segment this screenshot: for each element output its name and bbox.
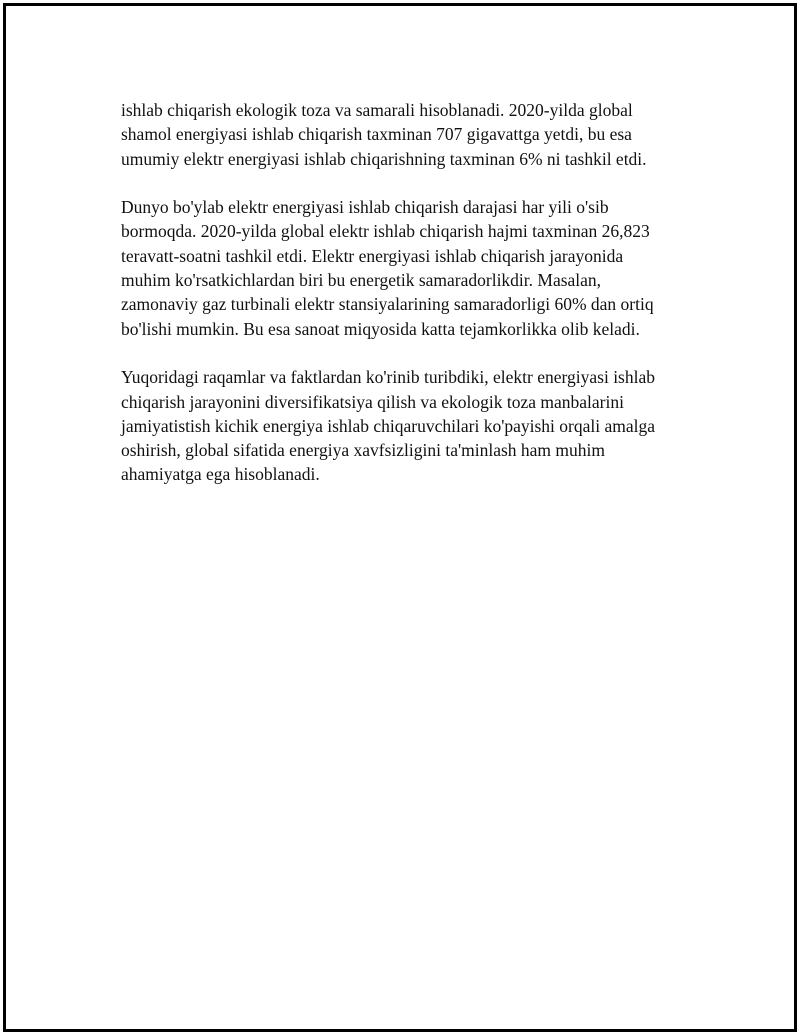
paragraph-line: Yuqoridagi raqamlar va faktlardan ko'rinib turibdiki, elektr energiyasi ishlab — [121, 367, 655, 388]
paragraph-line: bo'lishi mumkin. Bu esa sanoat miqyosida katta tejamkorlikka olib keladi. — [121, 318, 640, 339]
paragraph-line: muhim ko'rsatkichlardan biri bu energetik samaradorlikdir. Masalan, — [121, 270, 602, 291]
page-frame — [3, 3, 797, 1032]
paragraph-line: chiqarish jarayonini diversifikatsiya qilish va ekologik toza manbalarini — [121, 391, 624, 412]
paragraph-1 — [121, 98, 701, 171]
paragraph-line: jamiyatistish kichik energiya ishlab chiqaruvchilari ko'payishi orqali amalga — [121, 415, 656, 436]
paragraph-line: umumiy elektr energiyasi ishlab chiqarishning taxminan 6% ni tashkil etdi. — [121, 148, 647, 169]
paragraph-line: bormoqda. 2020-yilda global elektr ishlab chiqarish hajmi taxminan 26,823 — [121, 221, 650, 242]
paragraph-line: shamol energiyasi ishlab chiqarish taxminan 707 gigavattga yetdi, bu esa — [121, 124, 632, 145]
paragraph-3 — [121, 365, 701, 486]
paragraph-line: teravatt-soatni tashkil etdi. Elektr energiyasi ishlab chiqarish jarayonida — [121, 245, 624, 266]
document-body — [121, 98, 701, 511]
paragraph-2 — [121, 195, 701, 341]
paragraph-line: Dunyo bo'ylab elektr energiyasi ishlab chiqarish darajasi har yili o'sib — [121, 197, 609, 218]
paragraph-line: zamonaviy gaz turbinali elektr stansiyalarining samaradorligi 60% dan ortiq — [121, 294, 654, 315]
paragraph-line: ishlab chiqarish ekologik toza va samarali hisoblanadi. 2020-yilda global — [121, 100, 633, 120]
paragraph-line: ahamiyatga ega hisoblanadi. — [121, 464, 320, 485]
paragraph-line: oshirish, global sifatida energiya xavfsizligini ta'minlash ham muhim — [121, 440, 605, 461]
